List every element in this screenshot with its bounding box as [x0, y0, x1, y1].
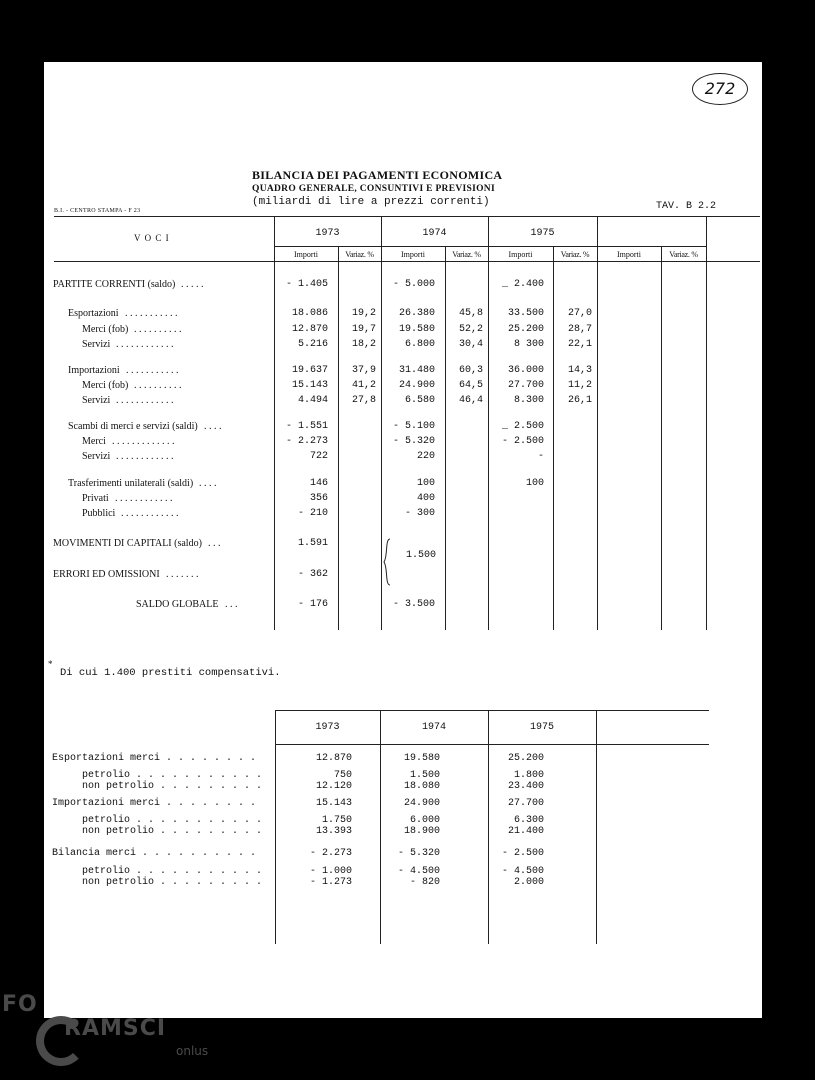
row-dots: . . . . . [181, 279, 204, 290]
table2-header-rule [275, 744, 709, 745]
value-1975: 2.000 [513, 877, 544, 888]
document-subtitle: QUADRO GENERALE, CONSUNTIVI E PREVISIONI [252, 184, 495, 194]
row-dots: . . . . . . . . . . . . [116, 339, 174, 350]
row-label: Esportazioni [68, 308, 119, 319]
value-1973: 12.120 [315, 781, 352, 792]
importi-1974: - 3.500 [392, 599, 435, 610]
value-1974: - 820 [409, 877, 440, 888]
row-dots: . . . . . . . . . . . . . [112, 436, 175, 447]
page-number-stamp: 272 [692, 73, 748, 105]
row-dots: . . . . . . . . . [160, 877, 263, 888]
col-importi-1975: Importi [508, 250, 533, 259]
row-label: non petrolio [82, 826, 155, 837]
row-label: non petrolio [82, 781, 155, 792]
row-dots: . . . . . . . . . . . [136, 770, 263, 781]
row-label: Importazioni merci [52, 798, 161, 809]
value-1975: 21.400 [507, 826, 544, 837]
brace-icon [382, 538, 394, 586]
variaz-1975: 14,3 [567, 365, 592, 376]
value-1973: 750 [333, 770, 352, 781]
importi-1975: - [537, 451, 544, 462]
variaz-1973: 27,8 [351, 395, 376, 406]
table1-header-rule [54, 261, 760, 262]
importi-1973: 1.591 [297, 538, 328, 549]
table2-col-divider [596, 710, 597, 944]
row-label: petrolio [82, 866, 131, 877]
row-dots: . . . . . . . . [166, 798, 257, 809]
importi-1974: 100 [416, 478, 435, 489]
row-dots: . . . . . . . . . . [134, 380, 182, 391]
row-label: PARTITE CORRENTI (saldo) [53, 279, 176, 290]
importi-1974: 220 [416, 451, 435, 462]
row-label: Bilancia merci [52, 848, 137, 859]
importi-1975: 8 300 [513, 339, 544, 350]
row-label: Trasferimenti unilaterali (saldi) [68, 478, 194, 489]
value-1975: 6.300 [513, 815, 544, 826]
table1-col-divider [553, 246, 554, 630]
importi-1974: 19.580 [398, 324, 435, 335]
importi-1975: 36.000 [507, 365, 544, 376]
importi-1973: - 2.273 [285, 436, 328, 447]
importi-1974: - 300 [404, 508, 435, 519]
importi-1975: 33.500 [507, 308, 544, 319]
importi-1973: 12.870 [291, 324, 328, 335]
row-dots: . . . . . . . . . . . [125, 308, 178, 319]
watermark-fo: FO [2, 992, 38, 1017]
importi-1973: - 1.405 [285, 279, 328, 290]
col-variaz-1975: Variaz. % [560, 250, 590, 259]
importi-1975: 25.200 [507, 324, 544, 335]
variaz-1975: 11,2 [567, 380, 592, 391]
importi-1973: 722 [309, 451, 328, 462]
variaz-1974: 45,8 [458, 308, 483, 319]
importi-1974: - 5.320 [392, 436, 435, 447]
importi-1974: 31.480 [398, 365, 435, 376]
variaz-1973: 19,2 [351, 308, 376, 319]
table1-col-divider [274, 216, 275, 630]
row-dots: . . . . . . . . . . . [126, 365, 179, 376]
row-dots: . . . . . . . . [166, 753, 257, 764]
importi-1975: 100 [525, 478, 544, 489]
variaz-1974: 30,4 [458, 339, 483, 350]
table1-col-divider [338, 246, 339, 630]
row-dots: . . . [208, 538, 221, 549]
row-dots: . . . . . . . . . . . . [116, 451, 174, 462]
importi-1973: 356 [309, 493, 328, 504]
year-header-1974: 1974 [422, 228, 447, 239]
importi-1973: 19.637 [291, 365, 328, 376]
table2-top-rule [275, 710, 709, 711]
row-label: Pubblici [82, 508, 116, 519]
row-label: ERRORI ED OMISSIONI [53, 569, 160, 580]
importi-1974: - 5.000 [392, 279, 435, 290]
col-importi-1974: Importi [401, 250, 425, 259]
table2-year-1975: 1975 [529, 722, 554, 733]
value-1974: 18.900 [403, 826, 440, 837]
value-1973: 13.393 [315, 826, 352, 837]
value-1973: - 1.000 [309, 866, 352, 877]
value-1974: 24.900 [403, 798, 440, 809]
table1-col-divider [706, 216, 707, 630]
variaz-1974: 64,5 [458, 380, 483, 391]
row-dots: . . . . . . . . . [160, 781, 263, 792]
row-label: Privati [82, 493, 109, 504]
year-header-1975: 1975 [530, 228, 555, 239]
value-1974: 6.000 [409, 815, 440, 826]
year-header-1973: 1973 [315, 228, 340, 239]
value-1975: 25.200 [507, 753, 544, 764]
row-dots: . . . . . . . . . . . . [116, 395, 174, 406]
document-page [44, 62, 762, 1018]
row-dots: . . . . . . . . . . . [136, 866, 263, 877]
table2-year-1974: 1974 [421, 722, 446, 733]
row-dots: . . . . . . . . . . . [136, 815, 263, 826]
importi-1973: - 210 [297, 508, 328, 519]
table1-col-divider [445, 246, 446, 630]
row-label: non petrolio [82, 877, 155, 888]
watermark-name: RAMSCI [64, 1016, 167, 1041]
variaz-1973: 37,9 [351, 365, 376, 376]
table1-top-rule [54, 216, 760, 217]
row-dots: . . . . . . . . . [160, 826, 263, 837]
merged-1974-value: 1.500 [405, 550, 436, 561]
row-dots: . . . . . . . . . . [134, 324, 182, 335]
importi-1975: 27.700 [507, 380, 544, 391]
value-1973: - 2.273 [309, 848, 352, 859]
row-label: Servizi [82, 451, 111, 462]
value-1974: - 4.500 [397, 866, 440, 877]
row-dots: . . . . [199, 478, 217, 489]
variaz-1975: 22,1 [567, 339, 592, 350]
importi-1973: 146 [309, 478, 328, 489]
row-dots: . . . . . . . [166, 569, 199, 580]
variaz-1973: 19,7 [351, 324, 376, 335]
watermark-onlus: onlus [176, 1044, 209, 1058]
value-1974: 1.500 [409, 770, 440, 781]
col-importi-blank: Importi [617, 250, 641, 259]
importi-1974: 6.800 [404, 339, 435, 350]
variaz-1974: 60,3 [458, 365, 483, 376]
row-label: Servizi [82, 395, 111, 406]
variaz-1973: 18,2 [351, 339, 376, 350]
row-label: Importazioni [68, 365, 120, 376]
value-1973: 1.750 [321, 815, 352, 826]
document-unit-note: (miliardi di lire a prezzi correnti) [252, 196, 490, 208]
row-label: SALDO GLOBALE [136, 599, 219, 610]
value-1975: 23.400 [507, 781, 544, 792]
importi-1975: _ 2.400 [501, 279, 544, 290]
footnote-text: Di cui 1.400 prestiti compensativi. [60, 667, 281, 679]
value-1973: 12.870 [315, 753, 352, 764]
row-label: Merci [82, 436, 106, 447]
table-reference: TAV. B 2.2 [656, 201, 717, 212]
variaz-1974: 52,2 [458, 324, 483, 335]
value-1973: - 1.273 [309, 877, 352, 888]
row-dots: . . . . . . . . . . . . [115, 493, 173, 504]
col-variaz-1973: Variaz. % [345, 250, 374, 259]
value-1973: 15.143 [315, 798, 352, 809]
row-dots: . . . . . . . . . . . . [121, 508, 179, 519]
table1-col-divider [488, 216, 489, 630]
value-1974: 19.580 [403, 753, 440, 764]
voci-header: V O C I [134, 233, 170, 243]
importi-1975: 8.300 [513, 395, 544, 406]
importi-1973: 18.086 [291, 308, 328, 319]
table2-col-divider [275, 710, 276, 944]
variaz-1975: 27,0 [567, 308, 592, 319]
variaz-1975: 28,7 [567, 324, 592, 335]
importi-1973: - 1.551 [285, 421, 328, 432]
row-label: Merci (fob) [82, 324, 129, 335]
document-title: BILANCIA DEI PAGAMENTI ECONOMICA [252, 168, 503, 182]
importi-1973: 5.216 [297, 339, 328, 350]
variaz-1974: 46,4 [458, 395, 483, 406]
row-label: Scambi di merci e servizi (saldi) [68, 421, 198, 432]
importi-1974: 24.900 [398, 380, 435, 391]
row-label: Esportazioni merci [52, 753, 161, 764]
importi-1975: - 2.500 [501, 436, 544, 447]
importi-1973: - 362 [297, 569, 328, 580]
importi-1975: _ 2.500 [501, 421, 544, 432]
value-1975: 27.700 [507, 798, 544, 809]
variaz-1973: 41,2 [351, 380, 376, 391]
row-label: Servizi [82, 339, 111, 350]
col-importi-1973: Importi [294, 250, 318, 259]
row-dots: . . . . . . . . . . [142, 848, 257, 859]
row-label: petrolio [82, 815, 131, 826]
importi-1974: 26.380 [398, 308, 435, 319]
row-dots: . . . [225, 599, 238, 610]
value-1974: 18.080 [403, 781, 440, 792]
row-dots: . . . . [204, 421, 222, 432]
table2-col-divider [488, 710, 489, 944]
col-variaz-1974: Variaz. % [452, 250, 481, 259]
table2-year-1973: 1973 [315, 722, 340, 733]
table1-col-divider [597, 216, 598, 630]
row-label: petrolio [82, 770, 131, 781]
importi-1973: 15.143 [291, 380, 328, 391]
importi-1974: 6.580 [404, 395, 435, 406]
importi-1974: - 5.100 [392, 421, 435, 432]
table2-col-divider [380, 710, 381, 944]
col-variaz-blank: Variaz. % [669, 250, 698, 259]
row-label: MOVIMENTI DI CAPITALI (saldo) [53, 538, 202, 549]
variaz-1975: 26,1 [567, 395, 592, 406]
value-1975: - 4.500 [501, 866, 544, 877]
importi-1974: 400 [416, 493, 435, 504]
value-1975: - 2.500 [501, 848, 544, 859]
importi-1973: - 176 [297, 599, 328, 610]
value-1975: 1.800 [513, 770, 544, 781]
table1-col-divider [661, 246, 662, 630]
row-label: Merci (fob) [82, 380, 129, 391]
value-1974: - 5.320 [397, 848, 440, 859]
printer-mark: B.I. - CENTRO STAMPA - F 23 [54, 208, 141, 214]
importi-1973: 4.494 [297, 395, 328, 406]
footnote-star: * [48, 659, 53, 669]
